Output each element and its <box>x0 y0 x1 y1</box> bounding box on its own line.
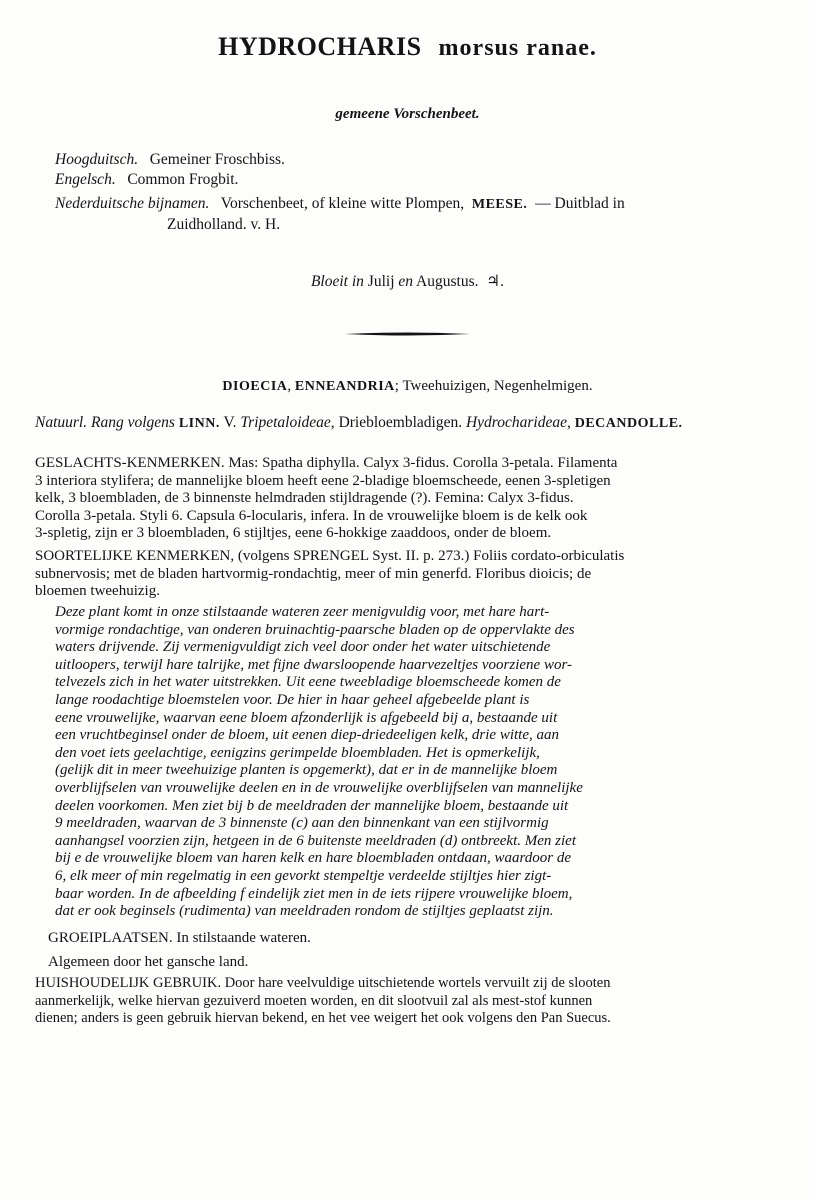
author-abbrev: MEESE. <box>471 197 528 212</box>
rang-lead: Natuurl. Rang volgens <box>35 414 175 431</box>
genus-characters <box>35 455 760 543</box>
species-characters <box>35 548 760 601</box>
description-line: dat er ook beginsels (rudimenta) van meeldraden rondom de stijltjes geplaatst zijn. <box>55 903 554 920</box>
bloom-month-1: Julij <box>367 273 395 290</box>
rang-hydro: Hydrocharideae, <box>465 414 571 431</box>
description-line: bij e de vrouwelijke bloem van haren kelk en hare bloembladen ontdaan, waardoor de <box>55 850 571 867</box>
genus-line: Corolla 3-petala. Styli 6. Capsula 6-locularis, infera. In de vrouwelijke bloem is de kelk ook <box>35 507 588 524</box>
description-line: aanhangsel voorzien zijn, hetgeen in de 6 buitenste meeldraden (d) ontbreekt. Men ziet <box>55 832 576 849</box>
species-line: SOORTELIJKE KENMERKEN, (volgens SPRENGEL Syst. II. p. 273.) Foliis cordato-orbiculatis <box>35 548 625 564</box>
linnaean-class <box>0 378 815 395</box>
rang-drie: Driebloembladigen. <box>338 414 463 431</box>
name-row-dutch <box>55 194 755 235</box>
description-line: Deze plant komt in onze stilstaande wateren zeer menigvuldig voor, met hare hart- <box>55 604 550 620</box>
rang-number: V. <box>223 414 237 431</box>
perennial-symbol: ♃. <box>486 273 505 290</box>
class-enneandria: ENNEANDRIA <box>294 379 395 394</box>
habitat-line: GROEIPLAATSEN. In stilstaande wateren. <box>48 930 311 946</box>
title-species: morsus ranae. <box>438 35 597 61</box>
genus-line: 3-spletig, zijn er 3 bloembladen, 6 stijltjes, eene 6-hokkige zaaddoos, onder de bloem. <box>35 525 552 542</box>
description-line: baar worden. In de afbeelding f eindelijk ziet men in de iets rijpere vrouwelijke bloem, <box>55 885 573 902</box>
genus-line: GESLACHTS-KENMERKEN. Mas: Spatha diphylla. Calyx 3-fidus. Corolla 3-petala. Filamenta <box>35 455 618 471</box>
vernacular-name-region: Zuidholland. v. H. <box>167 216 281 233</box>
description-line: overblijfselen van vrouwelijke deelen en in de vrouwelijke overblijfselen van mannelijke <box>55 779 583 796</box>
description-line: deelen voorkomen. Men ziet bij b de meeldraden der mannelijke bloem, bestaande uit <box>55 797 569 814</box>
description-line: 6, elk meer of min regelmatig in een gevorkt stempeltje verdeelde stijltjes hier zigt- <box>55 867 552 884</box>
distribution-line: Algemeen door het gansche land. <box>48 953 249 970</box>
description-line: een vruchtbeginsel onder de bloem, uit eenen diep-driedeeligen kelk, drie witte, aan <box>55 727 560 744</box>
description-line: den voet iets geelachtige, eenigzins gerimpelde bloembladen. Het is opmerkelijk, <box>55 744 540 761</box>
title-genus: HYDROCHARIS <box>218 32 422 61</box>
vernacular-name: Common Frogbit. <box>127 171 239 188</box>
species-line: subnervosis; met de bladen hartvormig-rondachtig, meer of min generfd. Floribus dioicis; de <box>35 565 592 582</box>
description-line: (gelijk dit in meer tweehuizige planten is opgemerkt), dat er in de mannelijke bloem <box>55 762 558 779</box>
bloom-and: en <box>398 273 414 290</box>
language-label: Engelsch. <box>55 171 116 188</box>
page-title <box>0 32 815 62</box>
name-row-english <box>55 170 755 190</box>
language-label: Nederduitsche bijnamen. <box>55 195 210 212</box>
vernacular-name-cont: — Duitblad in <box>535 195 625 212</box>
ornamental-rule <box>345 332 470 336</box>
class-dioecia: DIOECIA <box>222 379 288 394</box>
description-line: lange roodachtige bloemstelen voor. De hier in haar geheel afgebeelde plant is <box>55 691 530 708</box>
description-line: vormige rondachtige, van onderen bruinachtig-paarsche bladen op de oppervlakte des <box>55 621 575 638</box>
rang-tripetal: Tripetaloideae, <box>240 414 335 431</box>
household-use <box>35 975 775 1028</box>
vernacular-name: Vorschenbeet, of kleine witte Plompen, <box>220 195 465 212</box>
genus-line: kelk, 3 bloembladen, de 3 binnenste helmdraden stijldragende (?). Femina: Calyx 3-fidus. <box>35 490 574 507</box>
flowering-period <box>0 272 815 291</box>
bloom-in: in <box>351 273 364 290</box>
rang-linn: LINN. <box>178 416 220 431</box>
description-line: 9 meeldraden, waarvan de 3 binnenste (c) aan den binnenkant van een stijlvormig <box>55 815 549 832</box>
genus-line: 3 interiora stylifera; de mannelijke bloem heeft eene 2-bladige bloemscheede, eenen 3-spletigen <box>35 472 611 489</box>
habitat-section <box>48 930 768 971</box>
dutch-common-name: gemeene Vorschenbeet. <box>335 106 480 122</box>
natural-order <box>35 414 795 432</box>
bloom-lead: Bloeit <box>310 273 348 290</box>
bloom-month-2: Augustus. <box>416 273 479 290</box>
vernacular-names <box>55 150 755 235</box>
plant-description <box>55 604 755 921</box>
household-line: dienen; anders is geen gebruik hiervan bekend, en het vee weigert het ook volgens den Pan Suecus. <box>35 1010 611 1027</box>
rang-decandolle: DECANDOLLE. <box>574 416 683 431</box>
description-line: waters drijvende. Zij vermenigvuldigt zich veel door onder het water uitschietende <box>55 639 551 656</box>
description-line: telvezels zich in het water uitstrekken. Uit eene tweebladige bloemscheede komen de <box>55 674 561 691</box>
description-line: uitloopers, terwijl hare talrijke, met fijne dwarsloopende haarvezeltjes voorziene wor- <box>55 656 572 673</box>
name-row-german <box>55 150 755 170</box>
species-line: bloemen tweehuizig. <box>35 583 160 600</box>
class-dutch: ; Tweehuizigen, Negenhelmigen. <box>394 378 593 394</box>
vernacular-name: Gemeiner Froschbiss. <box>149 151 285 168</box>
household-line: HUISHOUDELIJK GEBRUIK. Door hare veelvuldige uitschietende wortels vervuilt zij de slooten <box>35 975 611 991</box>
description-line: eene vrouwelijke, waarvan eene bloem afzonderlijk is afgebeeld bij a, bestaande uit <box>55 709 558 726</box>
class-sep: , <box>287 378 292 394</box>
language-label: Hoogduitsch. <box>55 151 139 168</box>
household-line: aanmerkelijk, welke hiervan gezuiverd moeten worden, en dit slootvuil zal als mest-stof kunnen <box>35 992 593 1009</box>
